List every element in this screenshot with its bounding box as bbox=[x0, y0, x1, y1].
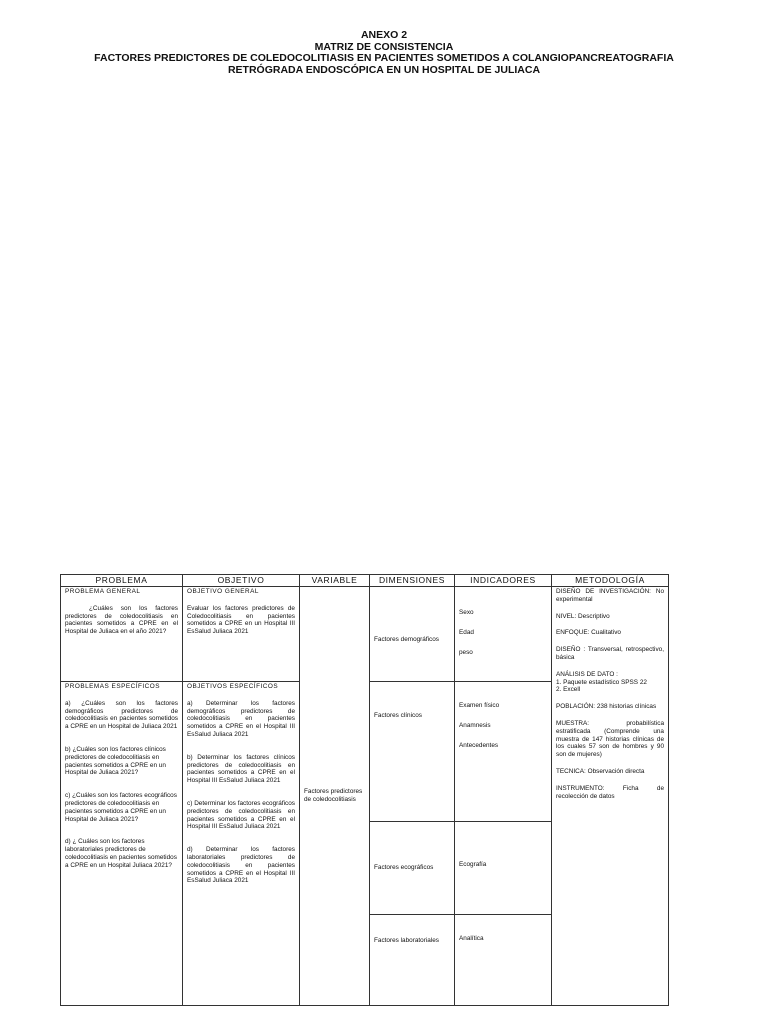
dimension-demograficos: Factores demográficos bbox=[374, 635, 439, 643]
col-header-objetivo: OBJETIVO bbox=[183, 575, 300, 587]
document-header bbox=[0, 30, 768, 76]
metodologia-item: ANÁLISIS DE DATO : 1. Paquete estadístico SPSS 22 2. Excell bbox=[556, 670, 647, 694]
metodologia-item: DISEÑO DE INVESTIGACIÓN: No experimental bbox=[556, 588, 664, 603]
col-header-indicadores: INDICADORES bbox=[455, 575, 552, 587]
title-line-2: RETRÓGRADA ENDOSCÓPICA EN UN HOSPITAL DE JULIACA bbox=[227, 63, 541, 76]
problema-especifico-item: b) ¿Cuáles son los factores clínicos predictores de coledocolitiasis en pacientes sometidos a CPRE en un Hospital de Juliaca 2021? bbox=[65, 745, 166, 777]
metodologia-item: POBLACIÓN: 238 historias clínicas bbox=[556, 703, 657, 711]
problemas-especificos-cell bbox=[61, 682, 183, 1006]
dimension-ecograficos-cell bbox=[370, 822, 455, 915]
dimension-clinicos: Factores clínicos bbox=[374, 712, 422, 719]
problema-especifico-item: d) ¿ Cuáles son los factores laboratoriales predictores de coledocolitiasis en pacientes sometidos a CPRE en un Hospital Juliaca 2021? bbox=[65, 838, 177, 869]
annex-label: ANEXO 2 bbox=[360, 29, 408, 41]
objetivo-especifico-item: a) Determinar los factores demográficos predictores de coledocolitiasis en pacientes sometidos a CPRE en el Hospital III EsSalud Juliaca 2021 bbox=[187, 699, 295, 738]
indicadores-ecograficos-cell bbox=[455, 822, 552, 915]
objetivo-especifico-item: d) Determinar los factores laboratoriales predictores de coledocolitiasis en pacientes sometidos a CPRE en el Hospital III EsSalud Juliaca 2021 bbox=[187, 846, 295, 885]
dimension-laboratoriales-cell bbox=[370, 915, 455, 1006]
problema-especifico-item: a) ¿Cuáles son los factores demográficos predictores de coledocolitiasis en pacientes sometidos a CPRE en un Hospital de Juliaca 2021 bbox=[65, 699, 178, 731]
metodologia-item: TECNICA: Observación directa bbox=[556, 767, 645, 775]
objetivos-especificos-cell bbox=[183, 682, 300, 1006]
objetivo-especifico-item: b) Determinar los factores clínicos predictores de coledocolitiasis en pacientes sometidos a CPRE en el Hospital III EsSalud Juliaca 2021 bbox=[187, 753, 295, 785]
problema-general-label: PROBLEMA GENERAL bbox=[65, 588, 141, 595]
indicator-antecedentes: Antecedentes bbox=[459, 741, 499, 749]
table-row-general bbox=[61, 587, 669, 682]
variable-text: Factores predictores de coledocolitiasis bbox=[304, 788, 363, 803]
indicator-anamnesis: Anamnesis bbox=[459, 721, 491, 729]
indicator-sexo: Sexo bbox=[459, 609, 474, 616]
indicator-edad: Edad bbox=[459, 628, 474, 636]
dimension-demograficos-cell bbox=[370, 587, 455, 682]
metodologia-item: ENFOQUE: Cualitativo bbox=[556, 629, 621, 637]
problema-especifico-item: c) ¿Cuáles son los factores ecográficos predictores de coledocolitiasis en pacientes sometidos a CPRE en un Hospital de Juliaca 2021? bbox=[65, 792, 177, 823]
indicadores-clinicos-cell bbox=[455, 682, 552, 822]
problema-general-cell bbox=[61, 587, 183, 682]
indicadores-laboratoriales-cell bbox=[455, 915, 552, 1006]
metodologia-item: INSTRUMENTO: Ficha de recolección de datos bbox=[556, 784, 664, 800]
dimension-laboratoriales: Factores laboratoriales bbox=[374, 937, 440, 944]
objetivo-general-cell bbox=[183, 587, 300, 682]
variable-cell bbox=[300, 587, 370, 1006]
col-header-problema: PROBLEMA bbox=[61, 575, 183, 587]
indicator-analitica: Analítica bbox=[459, 935, 484, 942]
dimension-clinicos-cell bbox=[370, 682, 455, 822]
consistency-matrix-table bbox=[60, 574, 669, 1006]
problema-general-text: ¿Cuáles son los factores predictores de coledocolitiasis en pacientes sometidos a CPRE en el Hospital de Juliaca en el año 2021? bbox=[65, 604, 178, 636]
indicator-peso: peso bbox=[459, 648, 473, 656]
table-header-row bbox=[61, 575, 669, 587]
objetivo-general-text: Evaluar los factores predictores de Coledocolitiasis en pacientes sometidos a CPRE en un Hospital III EsSalud Juliaca 2021 bbox=[187, 604, 295, 636]
metodologia-item: MUESTRA: probabilística estratificada (Comprende una muestra de 147 historias clínicas de los cuales 57 son de hombres y 90 son de mujeres) bbox=[556, 719, 664, 759]
indicator-examen-fisico: Examen físico bbox=[459, 702, 500, 709]
matrix-title: MATRIZ DE CONSISTENCIA bbox=[314, 40, 454, 53]
indicator-ecografia: Ecografía bbox=[459, 860, 487, 868]
col-header-dimensiones: DIMENSIONES bbox=[370, 575, 455, 587]
metodologia-cell bbox=[552, 587, 669, 1006]
problemas-especificos-label: PROBLEMAS ESPECÍFICOS bbox=[65, 683, 161, 690]
title-line-1: FACTORES PREDICTORES DE COLEDOCOLITIASIS EN PACIENTES SOMETIDOS A COLANGIOPANCREATOGRAFIA bbox=[94, 52, 674, 64]
dimension-ecograficos: Factores ecográficos bbox=[374, 864, 434, 872]
metodologia-item: DISEÑO : Transversal, retrospectivo, básica bbox=[556, 646, 664, 661]
col-header-variable: VARIABLE bbox=[300, 575, 370, 587]
objetivos-especificos-label: OBJETIVOS ESPECÍFICOS bbox=[187, 683, 279, 690]
indicadores-demograficos-cell bbox=[455, 587, 552, 682]
metodologia-item: NIVEL: Descriptivo bbox=[556, 612, 610, 620]
objetivo-especifico-item: c) Determinar los factores ecográficos predictores de coledocolitiasis en pacientes sometidos a CPRE en el Hospital III EsSalud Juliaca 2021 bbox=[187, 799, 295, 831]
col-header-metodologia: METODOLOGÍA bbox=[552, 575, 669, 587]
objetivo-general-label: OBJETIVO GENERAL bbox=[187, 588, 259, 595]
